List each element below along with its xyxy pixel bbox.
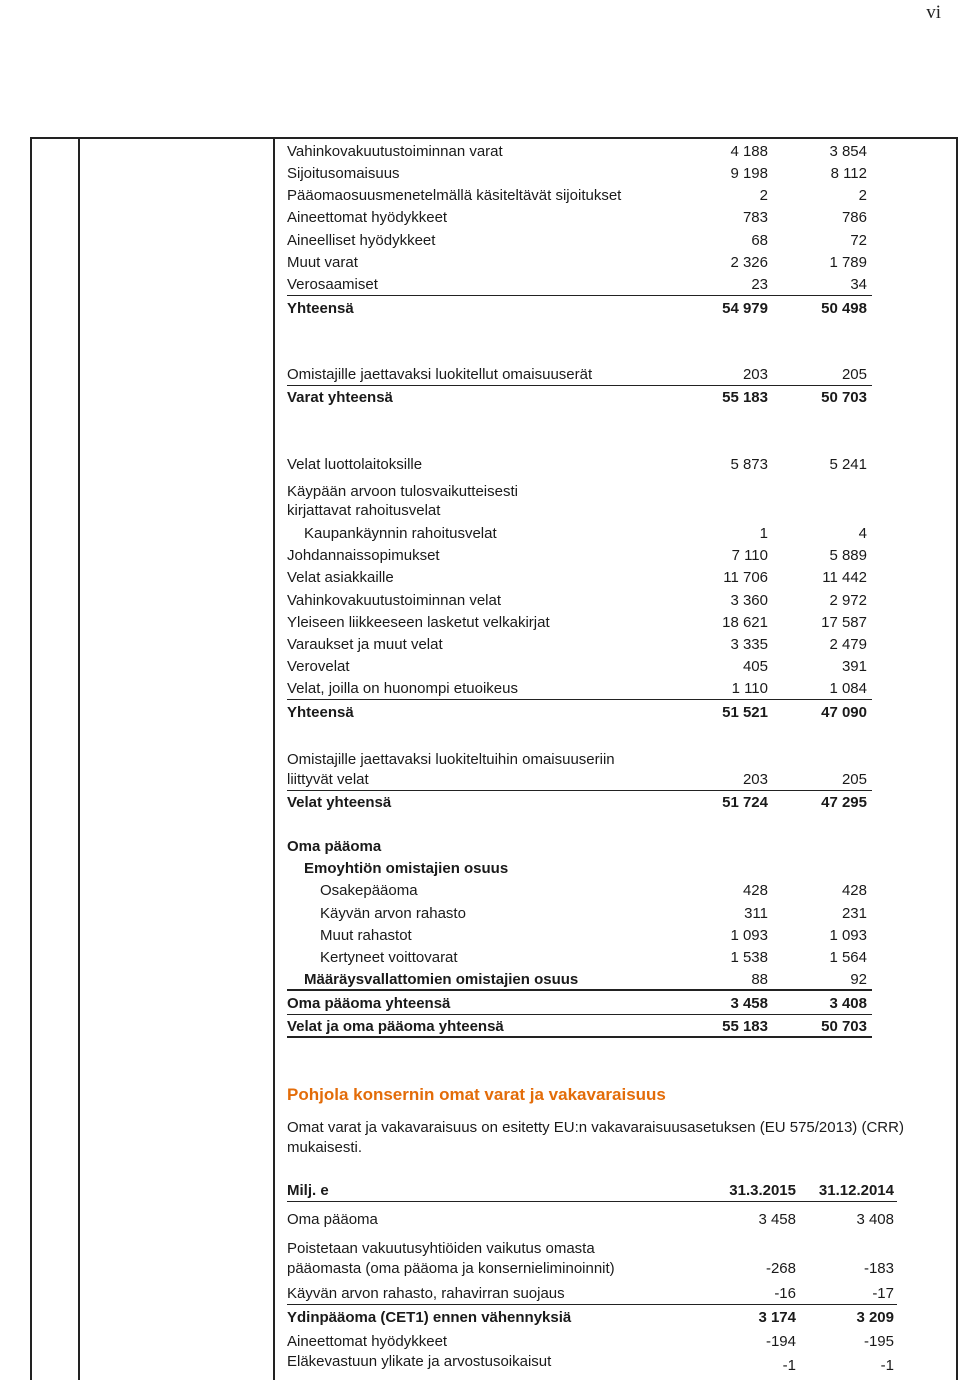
value-2015: 3 360 <box>730 592 768 609</box>
header-date-1: 31.3.2015 <box>729 1182 796 1199</box>
row-label: Määräysvallattomien omistajien osuus <box>304 971 579 988</box>
row-label: Velat ja oma pääoma yhteensä <box>287 1018 504 1035</box>
value-2014: 50 703 <box>821 1018 867 1035</box>
table-row-heading <box>287 858 872 880</box>
table-row <box>287 185 872 207</box>
value-2014: 1 564 <box>829 949 867 966</box>
row-label: Kaupankäynnin rahoitusvelat <box>304 525 497 542</box>
row-label: Pääomaosuusmenetelmällä käsiteltävät sijoitukset <box>287 187 622 204</box>
header-date-2: 31.12.2014 <box>818 1182 894 1199</box>
table-row <box>287 656 872 678</box>
value-2014: 2 479 <box>829 636 867 653</box>
value-2015: 1 <box>759 525 768 542</box>
value-2014: 1 084 <box>829 680 867 697</box>
table-row <box>287 1283 897 1305</box>
value-2015: -1 <box>782 1357 796 1374</box>
row-label: Käyvän arvon rahasto, rahavirran suojaus <box>287 1285 565 1302</box>
value-2014: 92 <box>850 971 867 988</box>
row-label: Velat yhteensä <box>287 794 392 811</box>
row-label: Kertyneet voittovarat <box>320 949 458 966</box>
row-label: Yleiseen liikkeeseen lasketut velkakirjat <box>287 614 550 631</box>
value-2015: 1 538 <box>730 949 768 966</box>
table-row <box>287 252 872 274</box>
table-row <box>287 274 872 296</box>
value-2015: 783 <box>742 209 768 226</box>
frame-top-border <box>30 137 958 139</box>
capital-table-header <box>287 1180 897 1202</box>
value-2015: -16 <box>774 1285 796 1302</box>
row-label: Velat, joilla on huonompi etuoikeus <box>287 680 518 697</box>
value-2014: 1 789 <box>829 254 867 271</box>
header-unit: Milj. e <box>287 1182 329 1199</box>
section-heading: Pohjola konsernin omat varat ja vakavaraisuus <box>287 1085 666 1104</box>
row-label: Ydinpääoma (CET1) ennen vähennyksiä <box>287 1309 572 1326</box>
value-2014: 72 <box>850 232 867 249</box>
frame-column-divider-1 <box>78 137 80 1380</box>
value-2014: 205 <box>841 366 867 383</box>
value-2015: 55 183 <box>722 389 768 406</box>
row-label: Oma pääoma <box>287 1211 378 1228</box>
row-label: Omistajille jaettavaksi luokitellut omaisuuserät <box>287 366 593 383</box>
table-row-total <box>287 298 872 320</box>
value-2014: 3 209 <box>856 1309 894 1326</box>
value-2015: 9 198 <box>730 165 768 182</box>
row-label: Varaukset ja muut velat <box>287 636 443 653</box>
table-row <box>287 678 872 700</box>
value-2015: 1 093 <box>730 927 768 944</box>
value-2015: 1 110 <box>731 680 768 697</box>
section-paragraph: Omat varat ja vakavaraisuus on esitetty EU:n vakavaraisuusasetuksen (EU 575/2013) (CRR) mukaisesti. <box>287 1119 904 1156</box>
value-2015: 11 706 <box>723 569 768 586</box>
value-2015: 2 <box>759 187 768 204</box>
row-label: Yhteensä <box>287 704 354 721</box>
table-row-total <box>287 702 872 724</box>
frame-left-border <box>30 137 32 1380</box>
row-label: Aineelliset hyödykkeet <box>287 232 436 249</box>
value-2014: 391 <box>841 658 867 675</box>
value-2014: 50 498 <box>821 300 867 317</box>
value-2015: 311 <box>744 905 768 922</box>
value-2015: 7 110 <box>731 547 768 564</box>
value-2015: 2 326 <box>730 254 768 271</box>
value-2014: 17 587 <box>821 614 867 631</box>
row-label: Poistetaan vakuutusyhtiöiden vaikutus omasta <box>287 1240 595 1257</box>
table-row <box>287 482 872 502</box>
value-2015: -194 <box>765 1333 796 1350</box>
row-label: Muut rahastot <box>320 927 412 944</box>
table-row <box>287 769 872 791</box>
row-label: Varat yhteensä <box>287 389 393 406</box>
table-row <box>287 925 872 947</box>
table-row <box>287 454 872 476</box>
row-label: Aineettomat hyödykkeet <box>287 1333 448 1350</box>
table-row <box>287 1331 897 1353</box>
value-2014: 5 889 <box>829 547 867 564</box>
row-label: Velat asiakkaille <box>287 569 394 586</box>
value-2014: -1 <box>880 1357 894 1374</box>
row-label: Verovelat <box>287 658 350 675</box>
value-2014: 231 <box>841 905 867 922</box>
value-2014: 2 972 <box>829 592 867 609</box>
row-label: Käyvän arvon rahasto <box>320 905 466 922</box>
table-row <box>287 230 872 252</box>
table-row <box>287 501 872 521</box>
table-row-total <box>287 792 872 814</box>
row-label: Osakepääoma <box>320 882 418 899</box>
table-row-total <box>287 993 872 1015</box>
value-2015: 23 <box>751 276 768 293</box>
row-label: Oma pääoma <box>287 838 382 855</box>
table-row <box>287 364 872 386</box>
table-row <box>287 1351 897 1373</box>
value-2014: 47 295 <box>821 794 867 811</box>
table-row <box>287 880 872 902</box>
value-2015: 3 458 <box>758 1211 796 1228</box>
row-label: Eläkevastuun ylikate ja arvostusoikaisut <box>287 1353 552 1370</box>
row-label: liittyvät velat <box>287 771 369 788</box>
value-2014: 47 090 <box>821 704 867 721</box>
value-2014: 8 112 <box>830 165 867 182</box>
value-2015: 3 458 <box>730 995 768 1012</box>
value-2015: 203 <box>742 366 768 383</box>
value-2015: -268 <box>765 1260 796 1277</box>
frame-column-divider-2 <box>273 137 275 1380</box>
value-2014: 205 <box>841 771 867 788</box>
row-label: Velat luottolaitoksille <box>287 456 423 473</box>
frame-right-border <box>956 137 958 1380</box>
value-2014: -17 <box>872 1285 894 1302</box>
row-label: Käypään arvoon tulosvaikutteisesti <box>287 483 518 500</box>
value-2015: 4 188 <box>730 143 768 160</box>
value-2014: 2 <box>858 187 867 204</box>
value-2015: 3 335 <box>730 636 768 653</box>
value-2014: 1 093 <box>829 927 867 944</box>
table-row-total <box>287 1016 872 1038</box>
value-2014: 3 408 <box>829 995 867 1012</box>
value-2015: 51 521 <box>722 704 768 721</box>
table-row <box>287 163 872 185</box>
table-row <box>287 634 872 656</box>
row-label: Johdannaissopimukset <box>287 547 440 564</box>
value-2015: 51 724 <box>722 794 768 811</box>
row-label: Yhteensä <box>287 300 354 317</box>
value-2014: 3 408 <box>856 1211 894 1228</box>
value-2014: 11 442 <box>822 569 867 586</box>
value-2015: 428 <box>742 882 768 899</box>
table-row <box>287 1209 897 1231</box>
value-2014: 3 854 <box>829 143 867 160</box>
table-row-total <box>287 387 872 409</box>
table-row <box>287 567 872 589</box>
table-row <box>287 969 872 991</box>
table-row <box>287 1258 897 1280</box>
value-2014: -195 <box>863 1333 894 1350</box>
value-2015: 68 <box>751 232 768 249</box>
row-label: Vahinkovakuutustoiminnan varat <box>287 143 503 160</box>
page-number: vi <box>926 2 941 23</box>
table-row <box>287 523 872 545</box>
value-2014: 34 <box>850 276 867 293</box>
value-2014: 5 241 <box>829 456 867 473</box>
table-row <box>287 590 872 612</box>
value-2015: 405 <box>742 658 768 675</box>
row-label: Aineettomat hyödykkeet <box>287 209 448 226</box>
row-label: Sijoitusomaisuus <box>287 165 400 182</box>
value-2015: 3 174 <box>758 1309 796 1326</box>
row-label: Muut varat <box>287 254 358 271</box>
row-label: Omistajille jaettavaksi luokiteltuihin omaisuuseriin <box>287 751 615 768</box>
table-row <box>287 207 872 229</box>
table-row <box>287 903 872 925</box>
value-2014: 428 <box>841 882 867 899</box>
row-label: pääomasta (oma pääoma ja konsernieliminoinnit) <box>287 1260 615 1277</box>
value-2014: 4 <box>858 525 867 542</box>
row-label: Verosaamiset <box>287 276 378 293</box>
value-2015: 203 <box>742 771 768 788</box>
value-2015: 18 621 <box>722 614 768 631</box>
row-label: Oma pääoma yhteensä <box>287 995 451 1012</box>
value-2015: 54 979 <box>722 300 768 317</box>
row-label: Vahinkovakuutustoiminnan velat <box>287 592 502 609</box>
table-row <box>287 750 872 770</box>
table-row <box>287 947 872 969</box>
table-row <box>287 1239 897 1259</box>
value-2015: 5 873 <box>730 456 768 473</box>
value-2015: 55 183 <box>722 1018 768 1035</box>
value-2014: 786 <box>841 209 867 226</box>
table-row-heading <box>287 836 872 858</box>
value-2014: 50 703 <box>821 389 867 406</box>
table-row-total <box>287 1307 897 1329</box>
row-label: kirjattavat rahoitusvelat <box>287 502 441 519</box>
table-row <box>287 141 872 163</box>
value-2014: -183 <box>863 1260 894 1277</box>
table-row <box>287 612 872 634</box>
table-row <box>287 545 872 567</box>
value-2015: 88 <box>751 971 768 988</box>
row-label: Emoyhtiön omistajien osuus <box>304 860 509 877</box>
